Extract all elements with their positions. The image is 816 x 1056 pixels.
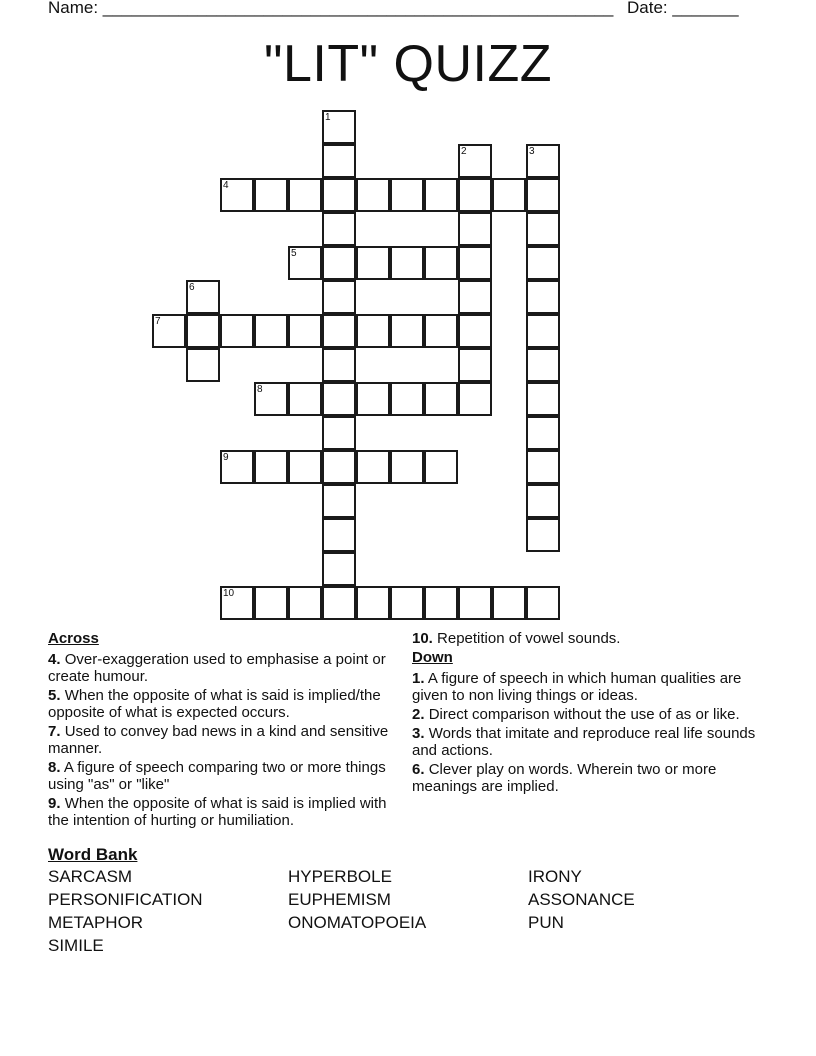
crossword-cell[interactable] (390, 586, 424, 620)
crossword-cell[interactable] (254, 178, 288, 212)
crossword-cell[interactable] (220, 178, 254, 212)
crossword-cell[interactable] (254, 450, 288, 484)
cell-number: 2 (461, 146, 467, 157)
crossword-cell[interactable] (424, 314, 458, 348)
crossword-cell[interactable] (390, 450, 424, 484)
clue-across-10 (412, 630, 772, 647)
cell-number: 9 (223, 452, 229, 463)
crossword-cell[interactable] (390, 246, 424, 280)
crossword-cell[interactable] (458, 246, 492, 280)
crossword-cell[interactable] (424, 382, 458, 416)
cell-number: 5 (291, 248, 297, 259)
clue-text: When the opposite of what is said is implied with the intention of hurting or humiliation. (48, 795, 387, 829)
clue-down-2 (412, 706, 772, 723)
crossword-cell[interactable] (356, 178, 390, 212)
clue-text: Direct comparison without the use of as or like. (428, 706, 740, 723)
crossword-cell[interactable] (288, 586, 322, 620)
word-bank-heading: Word Bank (48, 845, 138, 864)
clue-number: 4. (48, 651, 61, 668)
across-clues (48, 628, 408, 831)
word-bank-item: IRONY (528, 867, 582, 886)
crossword-cell[interactable] (322, 518, 356, 552)
cell-number: 8 (257, 384, 263, 395)
crossword-cell[interactable] (526, 314, 560, 348)
crossword-cell[interactable] (220, 450, 254, 484)
crossword-cell[interactable] (356, 246, 390, 280)
crossword-cell[interactable] (322, 110, 356, 144)
clue-across-5 (48, 687, 408, 721)
clue-number: 6. (412, 761, 425, 778)
crossword-cell[interactable] (458, 382, 492, 416)
clue-text: Repetition of vowel sounds. (437, 630, 621, 647)
clue-across-7 (48, 723, 408, 757)
cell-number: 4 (223, 180, 229, 191)
crossword-cell[interactable] (390, 314, 424, 348)
crossword-cell[interactable] (220, 314, 254, 348)
cell-number: 10 (223, 588, 235, 599)
clue-down-3 (412, 725, 772, 759)
crossword-cell[interactable] (220, 586, 254, 620)
crossword-cell[interactable] (254, 314, 288, 348)
crossword-cell[interactable] (390, 178, 424, 212)
crossword-cell[interactable] (356, 450, 390, 484)
crossword-cell[interactable] (526, 416, 560, 450)
word-bank-item: METAPHOR (48, 913, 144, 932)
cell-number: 3 (529, 146, 535, 157)
word-bank-item: PUN (528, 913, 564, 932)
crossword-cell[interactable] (322, 144, 356, 178)
crossword-cell[interactable] (526, 518, 560, 552)
crossword-cell[interactable] (458, 586, 492, 620)
crossword-cell[interactable] (322, 314, 356, 348)
crossword-cell[interactable] (492, 586, 526, 620)
crossword-cell[interactable] (322, 348, 356, 382)
crossword-cell[interactable] (458, 348, 492, 382)
crossword-cell[interactable] (322, 246, 356, 280)
crossword-cell[interactable] (458, 314, 492, 348)
clue-text: When the opposite of what is said is implied/the opposite of what is expected occurs. (48, 687, 381, 721)
clue-across-4 (48, 651, 408, 685)
word-bank-item: ONOMATOPOEIA (288, 913, 427, 932)
crossword-cell[interactable] (152, 314, 186, 348)
crossword-cell[interactable] (322, 212, 356, 246)
crossword-cell[interactable] (526, 450, 560, 484)
crossword-cell[interactable] (186, 314, 220, 348)
clue-text: A figure of speech comparing two or more things using "as" or "like" (48, 759, 386, 793)
crossword-cell[interactable] (254, 586, 288, 620)
crossword-cell[interactable] (322, 450, 356, 484)
crossword-cell[interactable] (492, 178, 526, 212)
crossword-cell[interactable] (356, 586, 390, 620)
word-bank-item: ASSONANCE (528, 890, 635, 909)
across-heading: Across (48, 630, 99, 647)
date-field-label: Date: _______ (627, 0, 739, 17)
crossword-cell[interactable] (526, 348, 560, 382)
crossword-cell[interactable] (526, 212, 560, 246)
cell-number: 1 (325, 112, 331, 123)
crossword-cell[interactable] (356, 314, 390, 348)
crossword-cell[interactable] (288, 382, 322, 416)
crossword-cell[interactable] (390, 382, 424, 416)
crossword-cell[interactable] (526, 178, 560, 212)
crossword-cell[interactable] (526, 382, 560, 416)
crossword-cell[interactable] (322, 586, 356, 620)
crossword-cell[interactable] (526, 280, 560, 314)
crossword-cell[interactable] (254, 382, 288, 416)
clue-number: 10. (412, 630, 433, 647)
clue-number: 7. (48, 723, 61, 740)
crossword-cell[interactable] (322, 552, 356, 586)
crossword-cell[interactable] (288, 246, 322, 280)
crossword-cell[interactable] (526, 246, 560, 280)
crossword-cell[interactable] (356, 382, 390, 416)
crossword-cell[interactable] (526, 144, 560, 178)
crossword-cell[interactable] (424, 178, 458, 212)
clue-number: 5. (48, 687, 61, 704)
word-bank-item: PERSONIFICATION (48, 890, 203, 909)
word-bank-item: HYPERBOLE (288, 867, 392, 886)
crossword-cell[interactable] (322, 484, 356, 518)
page-title: "LIT" QUIZZ (264, 35, 552, 93)
word-bank-item: EUPHEMISM (288, 890, 391, 909)
clue-number: 2. (412, 706, 425, 723)
clue-down-6 (412, 761, 772, 795)
crossword-cell[interactable] (424, 586, 458, 620)
name-field-label: Name: ______________________________________________________ (48, 0, 614, 17)
clue-number: 8. (48, 759, 61, 776)
clue-text: Words that imitate and reproduce real life sounds and actions. (412, 725, 756, 759)
crossword-cell[interactable] (526, 484, 560, 518)
crossword-cell[interactable] (458, 144, 492, 178)
word-bank (48, 867, 768, 956)
crossword-cell[interactable] (322, 416, 356, 450)
crossword-cell[interactable] (322, 382, 356, 416)
clue-text: Used to convey bad news in a kind and sensitive manner. (48, 723, 389, 757)
crossword-cell[interactable] (322, 178, 356, 212)
crossword-cell[interactable] (458, 212, 492, 246)
word-bank-item: SARCASM (48, 867, 133, 886)
cell-number: 7 (155, 316, 161, 327)
crossword-cell[interactable] (288, 314, 322, 348)
clue-number: 3. (412, 725, 425, 742)
crossword-cell[interactable] (288, 178, 322, 212)
crossword-cell[interactable] (424, 246, 458, 280)
clue-text: Over-exaggeration used to emphasise a point or create humour. (48, 651, 386, 685)
down-clues (412, 630, 772, 797)
clue-text: A figure of speech in which human qualities are given to non living things or ideas. (412, 670, 742, 704)
clue-down-1 (412, 670, 772, 704)
crossword-cell[interactable] (458, 178, 492, 212)
down-heading: Down (412, 649, 453, 666)
crossword-cell[interactable] (288, 450, 322, 484)
clue-number: 9. (48, 795, 61, 812)
crossword-cell[interactable] (424, 450, 458, 484)
clue-number: 1. (412, 670, 425, 687)
clue-across-8 (48, 759, 408, 793)
crossword-cell[interactable] (186, 348, 220, 382)
clue-across-9 (48, 795, 408, 829)
cell-number: 6 (189, 282, 195, 293)
crossword-cell[interactable] (186, 280, 220, 314)
clue-text: Clever play on words. Wherein two or more meanings are implied. (412, 761, 717, 795)
crossword-cell[interactable] (458, 280, 492, 314)
word-bank-item: SIMILE (48, 936, 104, 955)
crossword-cell[interactable] (526, 586, 560, 620)
crossword-cell[interactable] (322, 280, 356, 314)
